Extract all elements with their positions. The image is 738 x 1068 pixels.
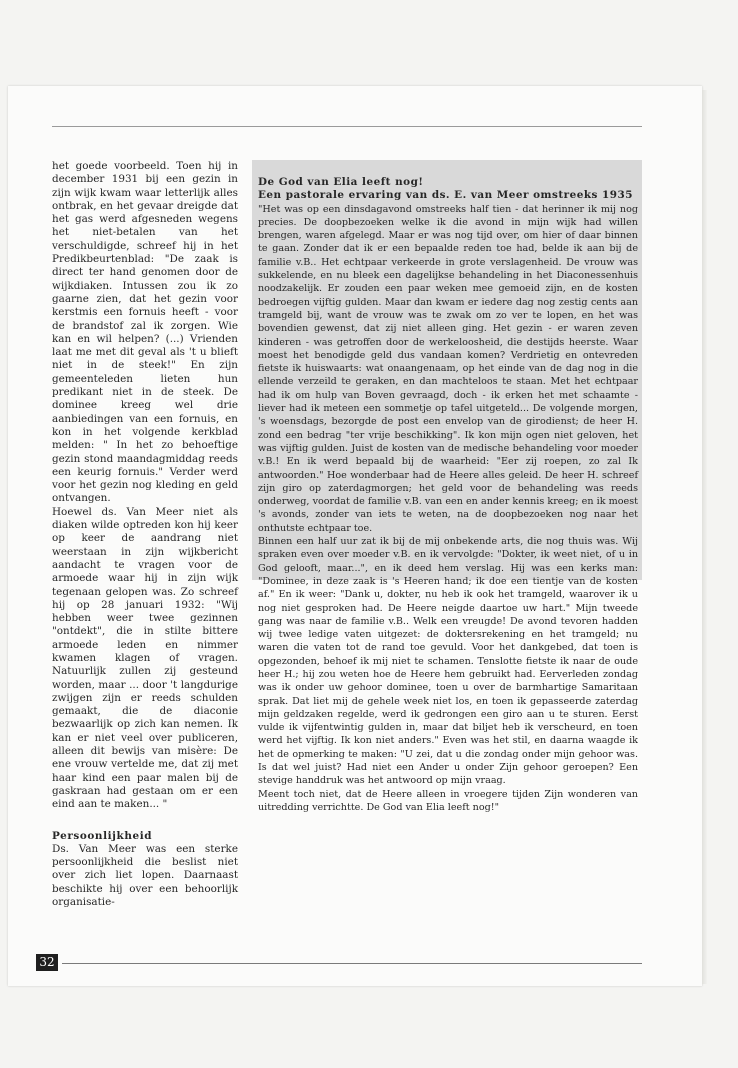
page-fold-edge bbox=[702, 90, 707, 984]
box-paragraph-1: "Het was op een dinsdagavond omstreeks half tien - dat herinner ik mij nog precies. De doopbezoeken welke ik die avond in mijn wijk had willen brengen, waren afgelegd. Maar er was nog tijd over, om hier of daar binnen te gaan. Zonder dat ik er een bepaalde reden toe had, belde ik aan bij de familie v.B.. Het echtpaar verkeerde in grote verslagenheid. De vrouw was sukkelende, en nu bleek een dagelijkse behandeling in het Diaconessenhuis noodzakelijk. Er zouden een paar weken mee gemoeid zijn, en de kosten bedroegen vijftig gulden. Maar dan kwam er iedere dag nog zestig cents aan tramgeld bij, want de vrouw was te zwak om zo ver te lopen, en het was bovendien gewenst, dat zij niet alleen ging. Het gezin - er waren zeven kinderen - was getroffen door de werkeloosheid, die destijds heerste. Waar moest het benodigde geld dus vandaan komen? Verdrietig en ontevreden fietste ik huiswaarts: wat onaangenaam, op het einde van de dag nog in die ellende verzeild te geraken, en dan machteloos te staan. Met het echtpaar had ik om hulp van Boven gevraagd, doch - ik erken het met schaamte - liever had ik meteen een sommetje op tafel uitgeteld... De volgende morgen, 's woensdags, bezorgde de post een envelop van de girodienst; de heer H. zond een bedrag "ter vrije beschikking". Ik kon mijn ogen niet geloven, het was vijftig gulden. Juist de kosten van de medische behandeling voor moeder v.B.! En ik werd bepaald bij de waarheid: "Eer zij roepen, zo zal Ik antwoorden." Hoe wonderbaar had de Heere alles geleid. De heer H. schreef zijn giro op zaterdagmorgen; het geld voor de behandeling was reeds onderweg, voordat de familie v.B. van een en ander kennis kreeg; en ik moest 's avonds, zonder van iets te weten, na de doopbezoeken nog naar het onthutste echtpaar toe. bbox=[258, 203, 638, 534]
box-subtitle: Een pastorale ervaring van ds. E. van Meer omstreeks 1935 bbox=[258, 189, 633, 202]
header-rule bbox=[52, 126, 642, 127]
left-paragraph-1: het goede voorbeeld. Toen hij in december 1931 bij een gezin in zijn wijk kwam waar letterlijk alles ontbrak, en het gevaar dreigde dat het gas werd afgesneden wegens het niet-betalen van het verschuldigde, schreef hij in het Predikbeurtenblad: "De zaak is direct ter hand genomen door de wijkdiaken. Intussen zou ik zo gaarne zien, dat het gezin voor kerstmis een fornuis heeft - voor de brandstof zal ik zorgen. Wie kan en wil helpen? (...) Vrienden laat me met dit geval als 't u blieft niet in de steek!" En zijn gemeenteleden lieten hun predikant niet in de steek. De dominee kreeg wel drie aanbiedingen van een fornuis, en kon in het volgende kerkblad melden: " In het zo behoeftige gezin stond maandagmiddag reeds een keurig fornuis." Verder werd voor het gezin nog kleding en geld ontvangen. bbox=[52, 160, 238, 505]
box-title: De God van Elia leeft nog! bbox=[258, 176, 424, 188]
footer-rule bbox=[62, 963, 642, 964]
page-number: 32 bbox=[36, 954, 58, 971]
section-paragraph: Ds. Van Meer was een sterke persoonlijkheid die beslist niet over zich liet lopen. Daarnaast beschikte hij over een behoorlijk organisatie- bbox=[52, 842, 238, 909]
section-heading: Persoonlijkheid bbox=[52, 829, 153, 842]
left-paragraph-2: Hoewel ds. Van Meer niet als diaken wilde optreden kon hij keer op keer de aandrang niet weerstaan in zijn wijkbericht aandacht te vragen voor de armoede waar hij in zijn wijk tegenaan gelopen was. Zo schreef hij op 28 januari 1932: "Wij hebben weer twee gezinnen "ontdekt", die in stilte bittere armoede leden en nimmer kwamen klagen of vragen. Natuurlijk zullen zij gesteund worden, maar ... door 't langdurige zwijgen zijn er reeds schulden gemaakt, die de diaconie bezwaarlijk op zich kan nemen. Ik kan er niet veel over publiceren, alleen dit bewijs van misère: De ene vrouw vertelde me, dat zij met haar kind een paar malen bij de gaskraan had gestaan om er een eind aan te maken... " bbox=[52, 505, 238, 811]
box-paragraph-2: Binnen een half uur zat ik bij de mij onbekende arts, die nog thuis was. Wij spraken even over moeder v.B. en ik vervolgde: "Dokter, ik weet niet, of u in God gelooft, maar...", en ik deed hem verslag. Hij was een kerks man: "Dominee, in deze zaak is 's Heeren hand; ik doe een tientje van de kosten af." En ik weer: "Dank u, dokter, nu heb ik ook het tramgeld, waarover ik u nog niet gesproken had. De Heere neigde daartoe uw hart." Mijn tweede gang was naar de familie v.B.. Welk een vreugde! De avond tevoren hadden wij twee ledige vaten uitgezet: de doktersrekening en het tramgeld; nu waren die vaten tot de rand toe gevuld. Voor het dankgebed, dat toen is opgezonden, behoef ik mij niet te schamen. Tenslotte fietste ik naar de oude heer H.; hij zou weten hoe de Heere hem gebruikt had. Eerverleden zondag was ik onder uw gehoor dominee, toen u over de barmhartige Samaritaan sprak. Dat liet mij de gehele week niet los, en toen ik gepasseerde zaterdag mijn geldzaken regelde, werd ik gedrongen een giro aan u te sturen. Eerst vulde ik vijfentwintig gulden in, maar dat biljet heb ik verscheurd, en toen werd het vijftig. Ik kon niet anders." Even was het stil, en daarna waagde ik het de opmerking te maken: "U zei, dat u die zondag onder mijn gehoor was. Is dat wel juist? Had niet een Ander u onder Zijn gehoor geroepen? Een stevige handdruk was het antwoord op mijn vraag. bbox=[258, 536, 638, 787]
sidebar-box-content bbox=[258, 176, 638, 814]
left-column bbox=[52, 160, 238, 909]
box-paragraph-3: Meent toch niet, dat de Heere alleen in vroegere tijden Zijn wonderen van uitredding verrichtte. De God van Elia leeft nog!" bbox=[258, 788, 638, 813]
